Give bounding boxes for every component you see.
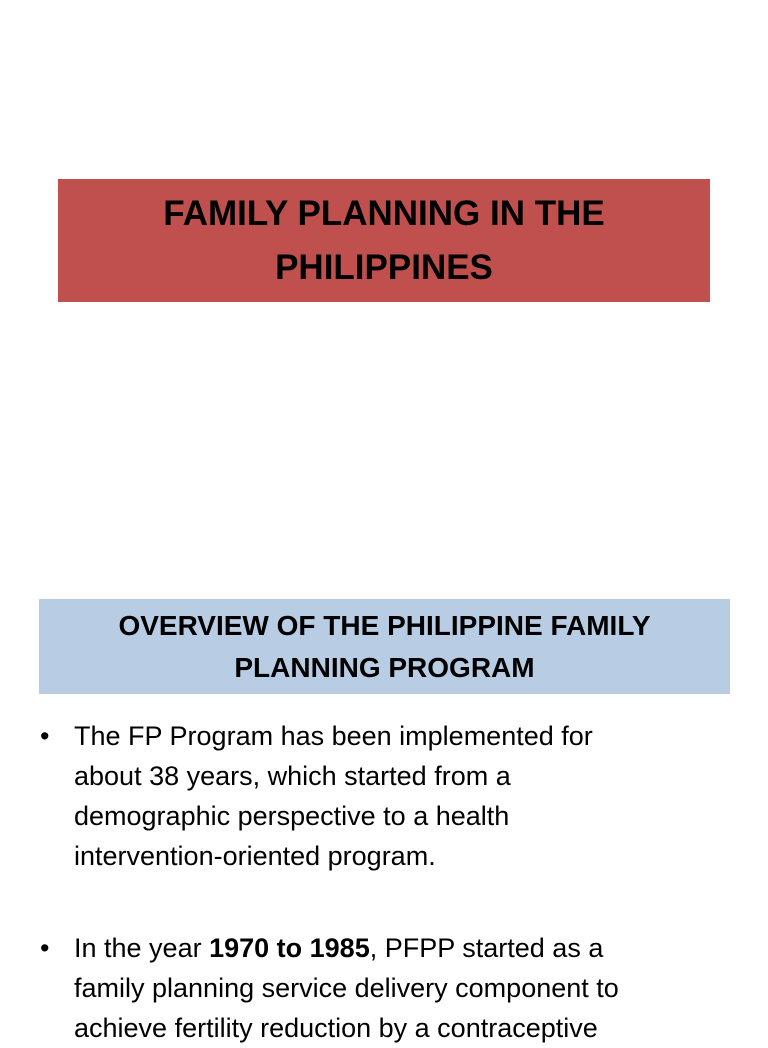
bullet-text: [74, 716, 593, 876]
bullet-2-line-1: [74, 928, 619, 968]
bullet-2-line-1-prefix: In the year: [74, 933, 210, 963]
bullet-text: [74, 928, 619, 1048]
bullet-2-line-2: family planning service delivery component to: [74, 973, 619, 1003]
bullet-item-2: [40, 928, 740, 1048]
bullet-dot: •: [40, 721, 50, 751]
bullet-dot: •: [40, 933, 50, 963]
section-header-line-2: PLANNING PROGRAM: [234, 651, 535, 683]
bullet-2-line-3: achieve fertility reduction by a contraceptive: [74, 1013, 598, 1043]
bullet-1-line-1: The FP Program has been implemented for: [74, 721, 593, 751]
bullet-1-line-3: demographic perspective to a health: [74, 801, 510, 831]
section-header-line-1: OVERVIEW OF THE PHILIPPINE FAMILY: [118, 609, 651, 641]
bullet-item-1: [40, 716, 740, 876]
section-header-banner: [39, 599, 730, 694]
bullet-1-line-4: intervention-oriented program.: [74, 841, 436, 871]
bullet-1-line-2: about 38 years, which started from a: [74, 761, 511, 791]
bullet-2-year-range: 1970 to 1985: [209, 933, 370, 963]
title-banner: [58, 179, 710, 302]
slide-title-line-2: PHILIPPINES: [275, 247, 493, 287]
slide-title-line-1: FAMILY PLANNING IN THE: [163, 193, 605, 233]
bullet-2-line-1-suffix: , PFPP started as a: [369, 933, 604, 963]
